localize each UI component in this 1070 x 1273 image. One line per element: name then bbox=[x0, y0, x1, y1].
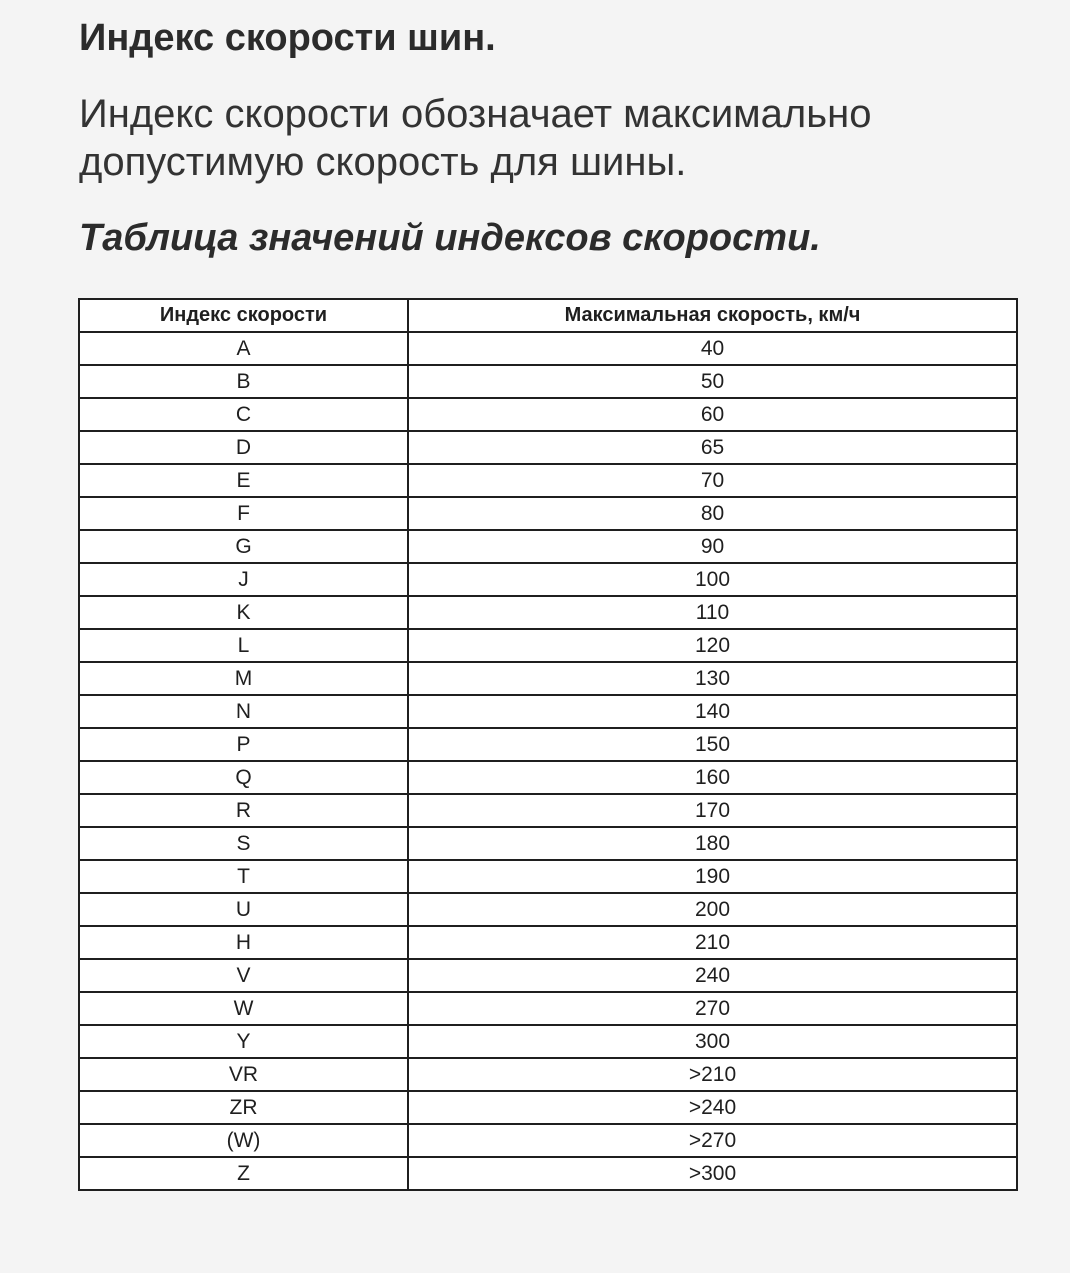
cell-max-speed: 100 bbox=[408, 563, 1017, 596]
cell-max-speed: >300 bbox=[408, 1157, 1017, 1190]
table-row bbox=[79, 1091, 1017, 1124]
table-body bbox=[79, 332, 1017, 1190]
cell-speed-index: B bbox=[79, 365, 408, 398]
cell-max-speed: 150 bbox=[408, 728, 1017, 761]
table-row bbox=[79, 530, 1017, 563]
cell-speed-index: U bbox=[79, 893, 408, 926]
cell-max-speed: 200 bbox=[408, 893, 1017, 926]
cell-speed-index: D bbox=[79, 431, 408, 464]
table-row bbox=[79, 728, 1017, 761]
cell-speed-index: E bbox=[79, 464, 408, 497]
header-max-speed: Максимальная скорость, км/ч bbox=[408, 299, 1017, 332]
cell-speed-index: F bbox=[79, 497, 408, 530]
cell-speed-index: W bbox=[79, 992, 408, 1025]
table-row bbox=[79, 959, 1017, 992]
cell-speed-index: M bbox=[79, 662, 408, 695]
cell-speed-index: G bbox=[79, 530, 408, 563]
table-row bbox=[79, 1058, 1017, 1091]
cell-speed-index: R bbox=[79, 794, 408, 827]
cell-speed-index: H bbox=[79, 926, 408, 959]
table-row bbox=[79, 497, 1017, 530]
cell-max-speed: >270 bbox=[408, 1124, 1017, 1157]
cell-max-speed: 50 bbox=[408, 365, 1017, 398]
cell-speed-index: L bbox=[79, 629, 408, 662]
header-speed-index: Индекс скорости bbox=[79, 299, 408, 332]
page-title: Индекс скорости шин. bbox=[79, 17, 496, 59]
cell-speed-index: K bbox=[79, 596, 408, 629]
cell-speed-index: Q bbox=[79, 761, 408, 794]
cell-speed-index: (W) bbox=[79, 1124, 408, 1157]
cell-max-speed: 170 bbox=[408, 794, 1017, 827]
cell-max-speed: >240 bbox=[408, 1091, 1017, 1124]
cell-speed-index: T bbox=[79, 860, 408, 893]
cell-speed-index: ZR bbox=[79, 1091, 408, 1124]
cell-speed-index: N bbox=[79, 695, 408, 728]
cell-speed-index: VR bbox=[79, 1058, 408, 1091]
cell-max-speed: 65 bbox=[408, 431, 1017, 464]
cell-max-speed: 90 bbox=[408, 530, 1017, 563]
cell-max-speed: 300 bbox=[408, 1025, 1017, 1058]
table-row bbox=[79, 398, 1017, 431]
table-row bbox=[79, 893, 1017, 926]
cell-max-speed: 110 bbox=[408, 596, 1017, 629]
table-header-row bbox=[79, 299, 1017, 332]
table-row bbox=[79, 860, 1017, 893]
cell-max-speed: 140 bbox=[408, 695, 1017, 728]
cell-max-speed: 210 bbox=[408, 926, 1017, 959]
table-row bbox=[79, 827, 1017, 860]
table-row bbox=[79, 1124, 1017, 1157]
table-row bbox=[79, 695, 1017, 728]
cell-speed-index: Z bbox=[79, 1157, 408, 1190]
table-row bbox=[79, 662, 1017, 695]
table-row bbox=[79, 1157, 1017, 1190]
table-row bbox=[79, 629, 1017, 662]
speed-index-table bbox=[78, 298, 1018, 1191]
cell-max-speed: 70 bbox=[408, 464, 1017, 497]
cell-speed-index: V bbox=[79, 959, 408, 992]
intro-paragraph: Индекс скорости обозначает максимально допустимую скорость для шины. bbox=[79, 92, 872, 184]
cell-max-speed: 240 bbox=[408, 959, 1017, 992]
table-row bbox=[79, 596, 1017, 629]
table-row bbox=[79, 926, 1017, 959]
table-row bbox=[79, 992, 1017, 1025]
cell-speed-index: S bbox=[79, 827, 408, 860]
table-row bbox=[79, 794, 1017, 827]
cell-max-speed: 40 bbox=[408, 332, 1017, 365]
cell-max-speed: 190 bbox=[408, 860, 1017, 893]
cell-speed-index: A bbox=[79, 332, 408, 365]
cell-max-speed: >210 bbox=[408, 1058, 1017, 1091]
table-row bbox=[79, 464, 1017, 497]
table-title: Таблица значений индексов скорости. bbox=[79, 217, 821, 259]
table-row bbox=[79, 431, 1017, 464]
cell-max-speed: 60 bbox=[408, 398, 1017, 431]
cell-max-speed: 270 bbox=[408, 992, 1017, 1025]
cell-max-speed: 180 bbox=[408, 827, 1017, 860]
cell-speed-index: Y bbox=[79, 1025, 408, 1058]
cell-max-speed: 120 bbox=[408, 629, 1017, 662]
table-row bbox=[79, 365, 1017, 398]
table-row bbox=[79, 761, 1017, 794]
table-row bbox=[79, 1025, 1017, 1058]
table-row bbox=[79, 563, 1017, 596]
table-row bbox=[79, 332, 1017, 365]
cell-max-speed: 80 bbox=[408, 497, 1017, 530]
cell-max-speed: 160 bbox=[408, 761, 1017, 794]
cell-speed-index: J bbox=[79, 563, 408, 596]
cell-max-speed: 130 bbox=[408, 662, 1017, 695]
cell-speed-index: C bbox=[79, 398, 408, 431]
cell-speed-index: P bbox=[79, 728, 408, 761]
